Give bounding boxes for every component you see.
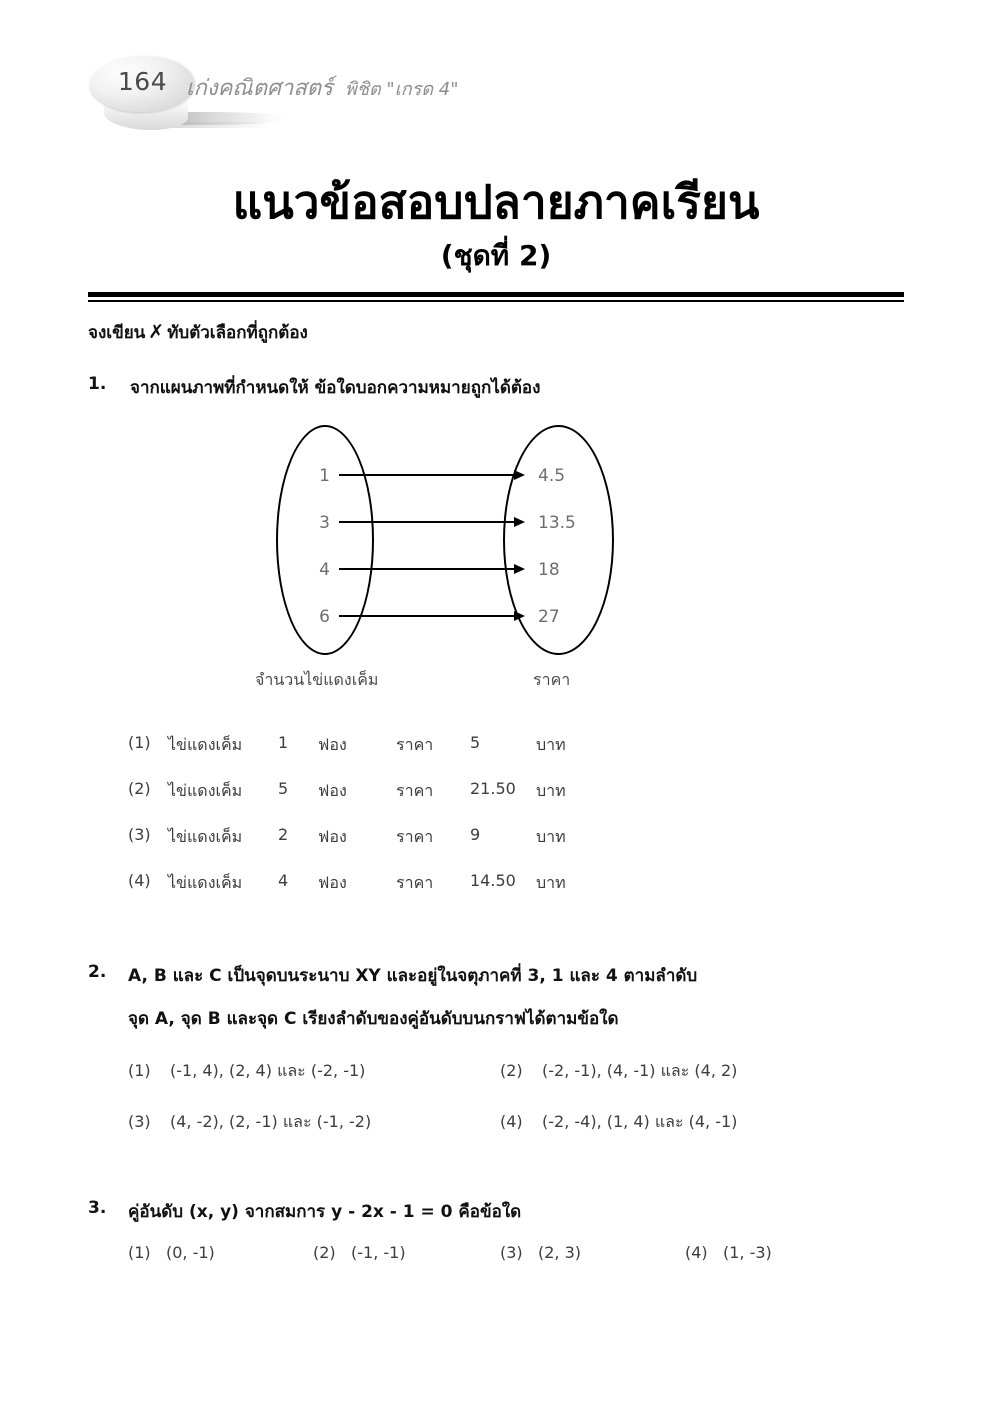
option-price: 21.50 bbox=[470, 779, 516, 798]
instruction-before-text: จงเขียน bbox=[88, 323, 146, 343]
option-unit: ฟอง bbox=[318, 873, 347, 892]
option-unit: ฟอง bbox=[318, 827, 347, 846]
page-number: 164 bbox=[117, 67, 168, 96]
option-mark: (2) bbox=[313, 1243, 336, 1262]
option-price-label: ราคา bbox=[396, 873, 434, 892]
range-node-2: 13.5 bbox=[538, 513, 576, 533]
option-currency: บาท bbox=[536, 827, 566, 846]
option-price-label: ราคา bbox=[396, 781, 434, 800]
option-price-label: ราคา bbox=[396, 827, 434, 846]
option-value: (2, 3) bbox=[538, 1243, 582, 1262]
domain-node-4: 6 bbox=[319, 607, 330, 627]
option-item: ไข่แดงเค็ม bbox=[168, 873, 243, 892]
exam-main-title: แนวข้อสอบปลายภาคเรียน bbox=[232, 175, 760, 229]
mapping-arrow-2-line bbox=[339, 521, 516, 523]
exam-instruction bbox=[88, 319, 308, 346]
option-mark: (1) bbox=[128, 1061, 151, 1080]
range-node-1: 4.5 bbox=[538, 466, 566, 486]
mapping-arrow-4-line bbox=[339, 615, 516, 617]
option-currency: บาท bbox=[536, 735, 566, 754]
question-2-text-line1: A, B และ C เป็นจุดบนระนาบ XY และอยู่ในจตุภาคที่ 3, 1 และ 4 ตามลำดับ bbox=[128, 966, 698, 986]
option-price: 5 bbox=[470, 733, 481, 752]
option-currency: บาท bbox=[536, 781, 566, 800]
question-3-option-3[interactable] bbox=[500, 1243, 581, 1262]
question-2-option-3[interactable] bbox=[128, 1110, 371, 1135]
question-2-option-1[interactable] bbox=[128, 1059, 365, 1084]
question-3-option-1[interactable] bbox=[128, 1243, 215, 1262]
option-qty: 5 bbox=[278, 779, 289, 798]
x-mark-icon: ✗ bbox=[148, 321, 165, 343]
question-1-mapping-diagram bbox=[240, 410, 660, 700]
question-1-number: 1. bbox=[88, 374, 107, 394]
domain-node-1: 1 bbox=[319, 466, 330, 486]
option-unit: ฟอง bbox=[318, 781, 347, 800]
option-qty: 2 bbox=[278, 825, 289, 844]
domain-node-2: 3 bbox=[319, 513, 330, 533]
option-price-label: ราคา bbox=[396, 735, 434, 754]
diagram-left-label: จำนวนไข่แดงเค็ม bbox=[255, 670, 379, 689]
option-mark: (3) bbox=[500, 1243, 523, 1262]
mapping-arrow-3-line bbox=[339, 568, 516, 570]
option-price: 14.50 bbox=[470, 871, 516, 890]
option-mark: (4) bbox=[128, 871, 151, 890]
option-mark: (3) bbox=[128, 825, 151, 844]
question-3-option-4[interactable] bbox=[685, 1243, 772, 1262]
book-title bbox=[186, 70, 459, 105]
question-2-option-2[interactable] bbox=[500, 1059, 737, 1084]
option-mark: (4) bbox=[685, 1243, 708, 1262]
option-value: (-1, -1) bbox=[351, 1243, 406, 1262]
option-value: (0, -1) bbox=[166, 1243, 215, 1262]
option-mark: (1) bbox=[128, 733, 151, 752]
book-title-text: เก่งคณิตศาสตร์ bbox=[186, 76, 333, 101]
diagram-right-label: ราคา bbox=[533, 670, 571, 689]
mapping-arrow-3-head bbox=[514, 564, 525, 574]
page-header bbox=[0, 0, 992, 150]
option-value: (-2, -1), (4, -1) และ (4, 2) bbox=[542, 1061, 738, 1080]
option-item: ไข่แดงเค็ม bbox=[168, 781, 243, 800]
question-3-text: คู่อันดับ (x, y) จากสมการ y - 2x - 1 = 0 คือข้อใด bbox=[128, 1202, 522, 1222]
mapping-arrow-2-head bbox=[514, 517, 525, 527]
question-3-option-2[interactable] bbox=[313, 1243, 406, 1262]
divider-thin-line bbox=[88, 300, 904, 302]
title-divider bbox=[88, 292, 904, 302]
option-qty: 1 bbox=[278, 733, 289, 752]
option-qty: 4 bbox=[278, 871, 289, 890]
option-value: (4, -2), (2, -1) และ (-1, -2) bbox=[170, 1112, 372, 1131]
option-mark: (2) bbox=[128, 779, 151, 798]
option-mark: (2) bbox=[500, 1061, 523, 1080]
range-node-3: 18 bbox=[538, 560, 560, 580]
option-value: (-1, 4), (2, 4) และ (-2, -1) bbox=[170, 1061, 366, 1080]
book-subtitle-text: พิชิต "เกรด 4" bbox=[344, 79, 459, 100]
mapping-arrow-1-head bbox=[514, 470, 525, 480]
question-2-option-4[interactable] bbox=[500, 1110, 737, 1135]
option-item: ไข่แดงเค็ม bbox=[168, 735, 243, 754]
option-item: ไข่แดงเค็ม bbox=[168, 827, 243, 846]
instruction-after-text: ทับตัวเลือกที่ถูกต้อง bbox=[167, 323, 308, 343]
exam-sub-title: (ชุดที่ 2) bbox=[440, 239, 552, 272]
option-mark: (1) bbox=[128, 1243, 151, 1262]
range-node-4: 27 bbox=[538, 607, 560, 627]
question-1-text: จากแผนภาพที่กำหนดให้ ข้อใดบอกความหมายถูกได้ต้อง bbox=[130, 378, 541, 398]
domain-node-3: 4 bbox=[319, 560, 330, 580]
option-value: (-2, -4), (1, 4) และ (4, -1) bbox=[542, 1112, 738, 1131]
question-2-number: 2. bbox=[88, 962, 107, 982]
mapping-arrow-1-line bbox=[339, 474, 516, 476]
option-mark: (3) bbox=[128, 1112, 151, 1131]
question-2-text-line2: จุด A, จุด B และจุด C เรียงลำดับของคู่อันดับบนกราฟได้ตามข้อใด bbox=[128, 1009, 619, 1029]
option-value: (1, -3) bbox=[723, 1243, 772, 1262]
option-unit: ฟอง bbox=[318, 735, 347, 754]
question-3-number: 3. bbox=[88, 1198, 107, 1218]
mapping-arrow-4-head bbox=[514, 611, 525, 621]
option-currency: บาท bbox=[536, 873, 566, 892]
option-mark: (4) bbox=[500, 1112, 523, 1131]
option-price: 9 bbox=[470, 825, 481, 844]
